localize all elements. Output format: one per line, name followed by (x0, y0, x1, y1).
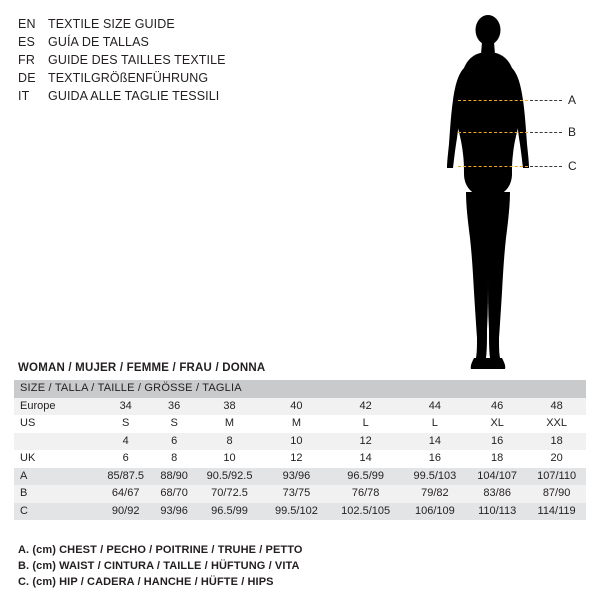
measure-line-c-extension (530, 166, 562, 167)
table-cell: S (153, 415, 195, 433)
table-cell: L (403, 415, 468, 433)
row-label: US (14, 415, 98, 433)
table-row (14, 485, 586, 503)
language-code: ES (18, 35, 36, 49)
table-cell: S (98, 415, 153, 433)
language-row (18, 34, 348, 51)
table-cell: 40 (264, 398, 329, 416)
row-label: Europe (14, 398, 98, 416)
table-cell: 8 (153, 450, 195, 468)
measurement-legend (18, 542, 578, 590)
language-text: GUIDA ALLE TAGLIE TESSILI (48, 89, 220, 103)
language-list (18, 16, 348, 106)
language-code: DE (18, 71, 36, 85)
measure-line-a (458, 100, 528, 101)
language-row (18, 52, 348, 69)
row-label: UK (14, 450, 98, 468)
table-header-label: SIZE / TALLA / TAILLE / GRÖSSE / TAGLIA (14, 380, 586, 398)
body-figure (400, 8, 600, 378)
table-cell: 38 (195, 398, 264, 416)
table-cell: XL (467, 415, 527, 433)
table-cell: 16 (467, 433, 527, 451)
table-cell: 79/82 (403, 485, 468, 503)
table-row (14, 415, 586, 433)
legend-row-b: B. (cm) WAIST / CINTURA / TAILLE / HÜFTUNG / VITA (18, 560, 300, 572)
table-cell: 10 (264, 433, 329, 451)
measure-line-b-extension (530, 132, 562, 133)
measure-label-a: A (568, 93, 577, 107)
table-cell: 16 (403, 450, 468, 468)
table-cell: 48 (527, 398, 586, 416)
table-cell: 88/90 (153, 468, 195, 486)
table-row (14, 398, 586, 416)
table-cell: 70/72.5 (195, 485, 264, 503)
table-cell: 20 (527, 450, 586, 468)
table-cell: 99.5/103 (403, 468, 468, 486)
measure-line-c (458, 166, 528, 167)
table-header-row (14, 380, 586, 398)
table-cell: L (329, 415, 403, 433)
table-cell: 42 (329, 398, 403, 416)
table-row (14, 468, 586, 486)
table-cell: 64/67 (98, 485, 153, 503)
measure-label-c: C (568, 159, 577, 173)
measure-line-b (458, 132, 528, 133)
table-row (14, 503, 586, 521)
language-code: IT (18, 89, 30, 103)
table-cell: 12 (264, 450, 329, 468)
table-cell: 14 (403, 433, 468, 451)
table-cell: 93/96 (264, 468, 329, 486)
table-cell: 93/96 (153, 503, 195, 521)
table-cell: 106/109 (403, 503, 468, 521)
row-label: B (14, 485, 98, 503)
table-cell: 102.5/105 (329, 503, 403, 521)
table-cell: 46 (467, 398, 527, 416)
language-code: FR (18, 53, 36, 67)
legend-row-c: C. (cm) HIP / CADERA / HANCHE / HÜFTE / HIPS (18, 576, 274, 588)
table-cell: 6 (153, 433, 195, 451)
table-cell: 107/110 (527, 468, 586, 486)
measure-line-a-extension (530, 100, 562, 101)
table-cell: 96.5/99 (195, 503, 264, 521)
table-cell: 34 (98, 398, 153, 416)
section-title: WOMAN / MUJER / FEMME / FRAU / DONNA (18, 362, 266, 374)
table-cell: 73/75 (264, 485, 329, 503)
table-cell: 90.5/92.5 (195, 468, 264, 486)
table-row (14, 433, 586, 451)
table-cell: M (264, 415, 329, 433)
table-cell: 114/119 (527, 503, 586, 521)
table-row (14, 450, 586, 468)
language-text: TEXTILE SIZE GUIDE (48, 17, 175, 31)
table-cell: 96.5/99 (329, 468, 403, 486)
table-cell: 110/113 (467, 503, 527, 521)
table-cell: 6 (98, 450, 153, 468)
table-cell: 36 (153, 398, 195, 416)
language-text: GUÍA DE TALLAS (48, 35, 149, 49)
table-cell: 83/86 (467, 485, 527, 503)
table-cell: 18 (467, 450, 527, 468)
language-code: EN (18, 17, 36, 31)
table-cell: 99.5/102 (264, 503, 329, 521)
table-cell: M (195, 415, 264, 433)
row-label: A (14, 468, 98, 486)
table-cell: 8 (195, 433, 264, 451)
table-cell: 76/78 (329, 485, 403, 503)
table-cell: 85/87.5 (98, 468, 153, 486)
table-cell: 104/107 (467, 468, 527, 486)
table-cell: 14 (329, 450, 403, 468)
size-table (14, 380, 586, 520)
table-cell: 18 (527, 433, 586, 451)
table-cell: 90/92 (98, 503, 153, 521)
female-silhouette-icon (400, 8, 600, 378)
table-cell: 4 (98, 433, 153, 451)
measure-label-b: B (568, 125, 577, 139)
row-label (14, 433, 98, 451)
table-cell: 68/70 (153, 485, 195, 503)
language-row (18, 16, 348, 33)
language-text: GUIDE DES TAILLES TEXTILE (48, 53, 226, 67)
table-cell: 10 (195, 450, 264, 468)
language-row (18, 70, 348, 87)
table-cell: 87/90 (527, 485, 586, 503)
row-label: C (14, 503, 98, 521)
table-cell: XXL (527, 415, 586, 433)
language-text: TEXTILGRÖßENFÜHRUNG (48, 71, 209, 85)
legend-row-a: A. (cm) CHEST / PECHO / POITRINE / TRUHE / PETTO (18, 544, 303, 556)
language-row (18, 88, 348, 105)
table-cell: 44 (403, 398, 468, 416)
table-cell: 12 (329, 433, 403, 451)
